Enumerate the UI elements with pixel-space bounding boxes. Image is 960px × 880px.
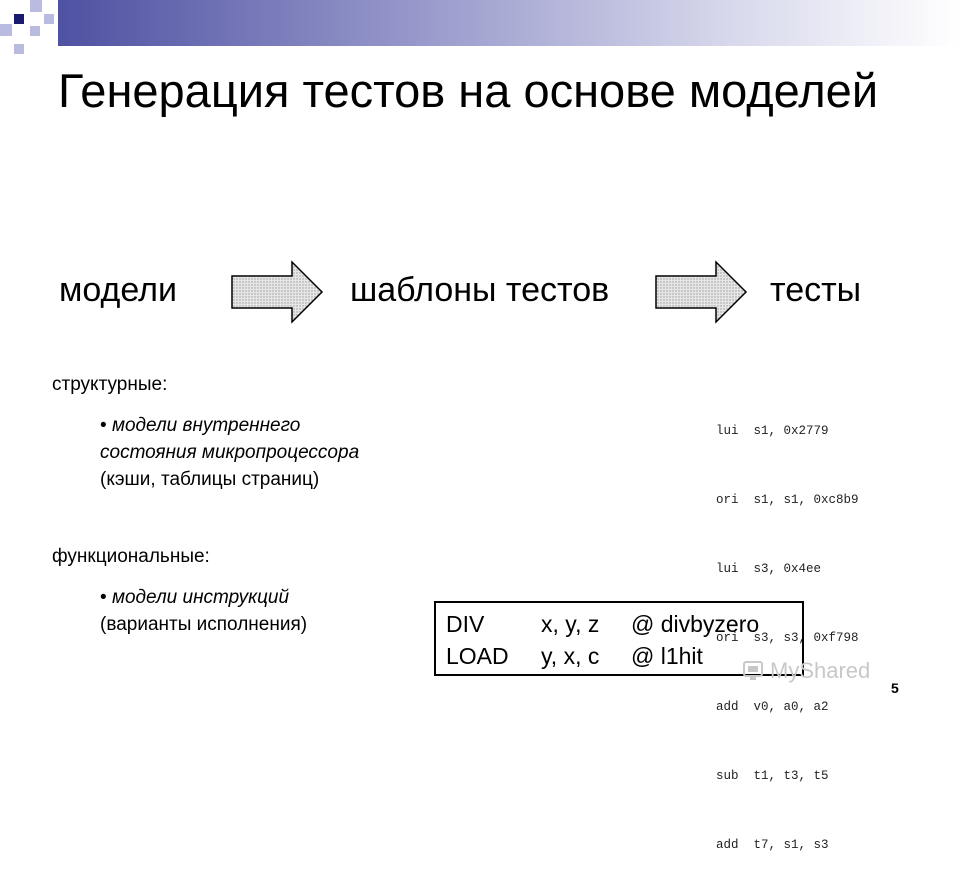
functional-bullet: • модели инструкций (варианты исполнения): [100, 584, 307, 638]
template-args: y, x, c: [541, 643, 600, 669]
code-line: add t7, s1, s3: [716, 838, 829, 852]
code-line: ori s1, s1, 0xc8b9: [716, 493, 859, 507]
slide-title: Генерация тестов на основе моделей: [58, 64, 879, 117]
arrow-right-icon: [230, 260, 324, 324]
structural-bullet-line1: модели внутреннего: [111, 415, 301, 436]
watermark-text: MyShared: [770, 658, 871, 683]
page-number: 5: [891, 680, 899, 696]
flow-step-models: модели: [59, 271, 177, 309]
template-op: DIV: [446, 611, 485, 637]
flow-step-tests: тесты: [770, 271, 862, 309]
code-line: lui s3, 0x4ee: [716, 562, 822, 576]
code-line: sub t1, t3, t5: [716, 769, 829, 783]
structural-label: структурные:: [52, 374, 168, 395]
watermark-logo-icon: [742, 658, 766, 682]
functional-bullet-note: (варианты исполнения): [100, 614, 308, 635]
structural-bullet: • модели внутреннего состояния микропроцессора (кэши, таблицы страниц): [100, 412, 359, 493]
template-op: LOAD: [446, 643, 509, 669]
structural-bullet-line2: состояния микропроцессора: [100, 442, 360, 463]
code-line: ori s3, s3, 0xf798: [716, 631, 859, 645]
template-tag: @ divbyzero: [631, 611, 760, 637]
functional-bullet-line1: модели инструкций: [111, 587, 290, 608]
arrow-right-icon: [654, 260, 748, 324]
template-tag: @ l1hit: [631, 643, 703, 669]
code-line: add v0, a0, a2: [716, 700, 829, 714]
structural-bullet-note: (кэши, таблицы страниц): [100, 469, 320, 490]
functional-label: функциональные:: [52, 546, 210, 567]
flow-step-templates: шаблоны тестов: [350, 271, 610, 309]
header-bar: [58, 0, 960, 46]
template-args: x, y, z: [541, 611, 600, 637]
corner-decoration: [0, 0, 60, 60]
code-line: lui s1, 0x2779: [716, 424, 829, 438]
